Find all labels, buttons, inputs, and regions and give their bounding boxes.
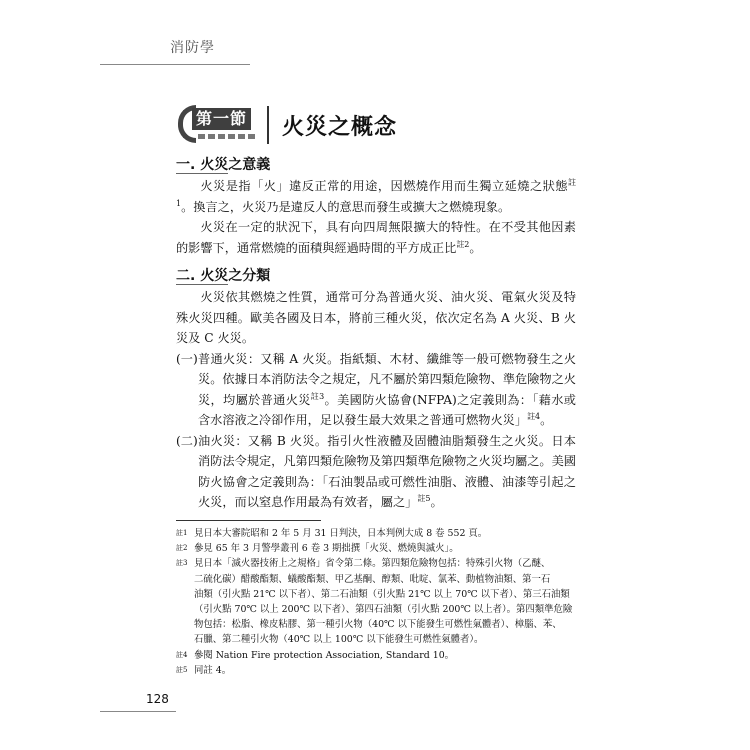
paragraph: 火災依其燃燒之性質，通常可分為普通火災、油火災、電氣火災及特殊火災四種。歐美各國及日本，將前三種火災，依次定名為 A 火災、B 火災及 C 火災。 (176, 290, 576, 345)
heading-meaning (176, 154, 270, 174)
footnote: 註5 同註 4。 (176, 663, 578, 678)
footnote-ref: 註1 (176, 177, 576, 208)
list-item: (一) 普通火災：又稱 A 火災。指紙類、木材、纖維等一般可燃物發生之火災。依據日本消防法令之規定，凡不屬於第四類危險物、準危險物之火災，均屬於普通火災$^{註3}$。美國防火協會(NFPA)之定義則為：「藉水或含水溶液之冷卻作用，足以發生最大效果之普通可燃物火災」$^{註4}$。 (176, 349, 576, 431)
footnote: 註1 見日本大審院昭和 2 年 5 月 31 日判決，日本判例大成 8 卷 552 頁。 (176, 526, 578, 541)
footnote-mark: 註1 (176, 529, 188, 537)
footnote-separator (176, 520, 321, 521)
heading-classification (176, 265, 270, 285)
list-item: (二) 油火災：又稱 B 火災。指引火性液體及固體油脂類發生之火災。日本消防法令規定，凡第四類危險物及第四類準危險物之火災均屬之。美國防火協會之定義則為：「石油製品或可燃性油脂、液體、油漆等引起之火災，而以窒息作用最為有效者，屬之」$^{註5}$。 (176, 431, 576, 513)
paragraph: 火災是指「火」違反正常的用途，因燃燒作用而生獨立延燒之狀態$^{註1}$。換言之，火災乃是違反人的意思而發生或擴大之燃燒現象。 (176, 177, 576, 214)
footnote: 註4 參閱 Nation Fire protection Association, Standard 10。 (176, 648, 578, 663)
section-banner (178, 105, 398, 147)
running-header-title: 消防學 (170, 40, 215, 56)
footnote-mark: 註5 (176, 665, 188, 674)
footnotes (176, 526, 578, 678)
section-label: 第一節 (192, 108, 251, 130)
footnote-mark: 註3 (176, 559, 188, 568)
list-item-number: (二) (176, 433, 198, 448)
footnote-ref: 註4 (527, 411, 541, 421)
page-number: 128 (146, 692, 169, 706)
heading-underline (176, 284, 228, 285)
paragraph: 火災在一定的狀況下，具有向四周無限擴大的特性。在不受其他因素的影響下，通常燃燒的面積與經過時間的平方成正比$^{註2}$。 (176, 220, 576, 255)
list-item-number: (一) (176, 351, 198, 366)
footer-rule (100, 711, 176, 712)
footnote-mark: 註4 (176, 650, 188, 659)
heading-underline (176, 173, 228, 174)
header-rule (100, 64, 250, 65)
banner-divider (267, 106, 269, 144)
footnote-mark: 註2 (176, 544, 188, 553)
footnote-ref: 註5 (417, 493, 431, 503)
classification-body (176, 287, 576, 513)
meaning-body (176, 176, 576, 258)
footnote-ref: 註3 (310, 391, 325, 401)
footnote: 註3 見日本「滅火器技術上之規格」省令第二條。第四類危險物包括：特殊引火物（乙醚、 二硫化碳）醋酸酯類、蟻酸酯類、甲乙基酮、醇類、吡啶、氯苯、動植物油類、第一石 油類（引火點 21℃ 以下者）、第二石油類（引火點 21℃ 以上 70℃ 以下者）、第三石油類 （引火點 70℃ 以上 200℃ 以下者）、第四石油類（引火點 200℃ 以上者）。第四類準危險 物包括：松脂、橡皮粘膠、第一種引火物（40℃ 以下能發生可燃性氣體者）、樟腦、苯、 石臘、第二種引火物（40℃ 以上 100℃ 以下能發生可燃性氣體者）。 (176, 558, 573, 646)
banner-dots-ornament (198, 134, 255, 139)
heading-classification-text: 二. 火災之分類 (176, 268, 271, 284)
heading-meaning-text: 一. 火災之意義 (176, 157, 271, 173)
footnote: 註2 參見 65 年 3 月警學叢刊 6 卷 3 期拙撰「火災、燃燒與滅火」。 (176, 541, 578, 556)
footnote-ref: 註2 (456, 239, 470, 249)
section-title: 火災之概念 (282, 115, 398, 140)
